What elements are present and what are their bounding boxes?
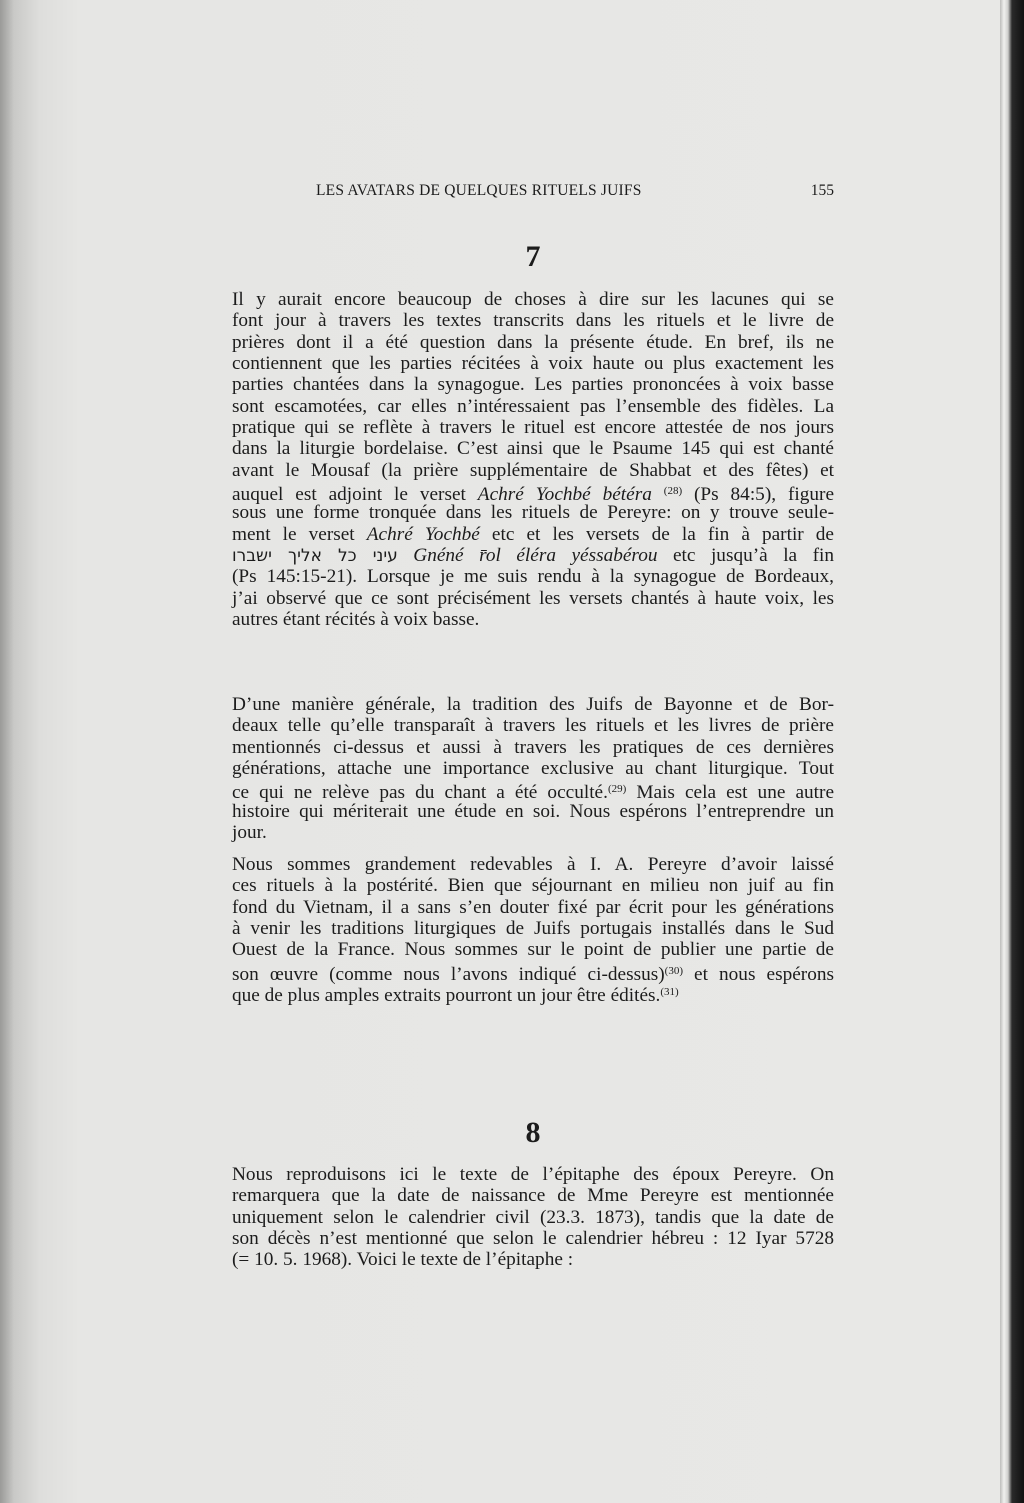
text-line bbox=[232, 1164, 834, 1185]
text-span: prières dont il a été question dans la présente étude. En bref, ils ne bbox=[232, 331, 834, 353]
text-line bbox=[232, 289, 834, 310]
text-line bbox=[232, 854, 834, 875]
text-span: Mais cela est une autre bbox=[626, 782, 834, 804]
text-line bbox=[232, 758, 834, 779]
paragraph bbox=[232, 854, 834, 1007]
running-title: LES AVATARS DE QUELQUES RITUELS JUIFS bbox=[316, 182, 642, 199]
text-line bbox=[232, 737, 834, 758]
text-span: Il y aurait encore beaucoup de choses à dire sur les lacunes qui se bbox=[232, 289, 834, 310]
paragraph bbox=[232, 289, 834, 631]
text-span: ce qui ne relève pas du chant a été occulté. bbox=[232, 782, 608, 804]
text-line bbox=[232, 1207, 834, 1228]
text-line bbox=[232, 374, 834, 395]
footnote-ref: (30) bbox=[664, 964, 683, 977]
text-line bbox=[232, 310, 834, 331]
text-line bbox=[232, 961, 834, 985]
text-span: etc et les versets de la fin à partir de bbox=[479, 523, 834, 545]
text-span: sous une forme tronquée dans les rituels de Pereyre: on y trouve seule- bbox=[232, 502, 834, 524]
text-span: font jour à travers les textes transcrits dans les rituels et le livre de bbox=[232, 310, 834, 332]
text-span: contiennent que les parties récitées à voix haute ou plus exactement les bbox=[232, 353, 834, 375]
text-line bbox=[232, 353, 834, 374]
text-line bbox=[232, 779, 834, 804]
text-span: D’une manière générale, la tradition des Juifs de Bayonne et de Bor- bbox=[232, 694, 834, 715]
text-line bbox=[232, 588, 834, 609]
text-span: ces rituels à la postérité. Bien que séjournant en milieu non juif au fin bbox=[232, 875, 834, 897]
text-line bbox=[232, 438, 834, 459]
text-line bbox=[232, 1228, 834, 1249]
text-span: (= 10. 5. 1968). Voici le texte de l’épitaphe : bbox=[232, 1249, 574, 1271]
text-line bbox=[232, 875, 834, 896]
text-line bbox=[232, 694, 834, 715]
footnote-ref: (29) bbox=[607, 783, 627, 796]
section-number-8: 8 bbox=[525, 1116, 541, 1149]
italic-text: Gnéné r̄ol éléra yéssabérou bbox=[413, 545, 658, 567]
text-span: son œuvre (comme nous l’avons indiqué ci-dessus) bbox=[232, 963, 665, 985]
text-span: Nous sommes grandement redevables à I. A. Pereyre d’avoir laissé bbox=[232, 854, 834, 875]
text-line bbox=[232, 545, 834, 566]
text-span: remarquera que la date de naissance de Mme Pereyre est mentionnée bbox=[232, 1185, 834, 1207]
hebrew-text: עיני כל אליך ישברו bbox=[232, 546, 398, 567]
text-line bbox=[232, 609, 834, 630]
text-span: etc jusqu’à la fin bbox=[657, 545, 835, 567]
text-span: autres étant récités à voix basse. bbox=[232, 609, 480, 631]
text-span: que de plus amples extraits pourront un jour être édités. bbox=[232, 985, 661, 1007]
text-line bbox=[232, 502, 834, 523]
page-number: 155 bbox=[810, 182, 834, 199]
italic-text: Achré Yochbé bbox=[366, 523, 480, 545]
text-line bbox=[232, 481, 834, 506]
text-line bbox=[232, 460, 834, 481]
text-line bbox=[232, 939, 834, 960]
text-span: Nous reproduisons ici le texte de l’épitaphe des époux Pereyre. On bbox=[232, 1164, 834, 1185]
text-line bbox=[232, 715, 834, 736]
text-span: dans la liturgie bordelaise. C’est ainsi que le Psaume 145 qui est chanté bbox=[232, 438, 834, 460]
text-line bbox=[232, 822, 834, 843]
text-line bbox=[232, 897, 834, 918]
paragraph bbox=[232, 694, 834, 843]
text-span: fond du Vietnam, il a sans s’en douter fixé par écrit pour les générations bbox=[232, 896, 834, 918]
text-span: j’ai observé que ce sont précisément les versets chantés à haute voix, les bbox=[232, 587, 834, 609]
text-span: son décès n’est mentionné que selon le calendrier hébreu : 12 Iyar 5728 bbox=[232, 1228, 834, 1250]
text-span: à venir les traditions liturgiques de Juifs portugais installés dans le Sud bbox=[232, 918, 834, 940]
text-line bbox=[232, 332, 834, 353]
text-line bbox=[232, 417, 834, 438]
footnote-ref: (31) bbox=[660, 986, 679, 999]
text-span: et nous espérons bbox=[682, 963, 834, 985]
text-span: deaux telle qu’elle transparaît à travers les rituels et les livres de prière bbox=[232, 715, 834, 737]
text-span: (Ps 145:15-21). Lorsque je me suis rendu à la synagogue de Bordeaux, bbox=[232, 566, 834, 588]
text-line bbox=[232, 566, 834, 587]
section-number-7: 7 bbox=[525, 240, 541, 273]
footnote-ref: (28) bbox=[663, 485, 683, 498]
text-span: pratique qui se reflète à travers le rituel est encore attestée de nos jours bbox=[232, 417, 834, 439]
text-span: uniquement selon le calendrier civil (23.3. 1873), tandis que la date de bbox=[232, 1206, 834, 1228]
text-span: avant le Mousaf (la prière supplémentaire de Shabbat et des fêtes) et bbox=[232, 459, 834, 481]
text-span: jour. bbox=[232, 822, 267, 844]
text-line bbox=[232, 1185, 834, 1206]
text-span: ment le verset bbox=[232, 523, 367, 545]
text-line bbox=[232, 1249, 834, 1270]
text-span: auquel est adjoint le verset bbox=[232, 484, 478, 506]
text-line bbox=[232, 918, 834, 939]
text-span: mentionnés ci-dessus et aussi à travers les pratiques de ces dernières bbox=[232, 736, 834, 758]
italic-text: Achré Yochbé bétéra bbox=[477, 484, 652, 506]
text-line bbox=[232, 982, 834, 1007]
text-line bbox=[232, 524, 834, 545]
text-span bbox=[398, 545, 414, 566]
running-header bbox=[232, 182, 834, 206]
text-span: sont escamotées, car elles n’intéressaient pas l’ensemble des fidèles. La bbox=[232, 395, 834, 417]
text-line bbox=[232, 801, 834, 822]
text-span: (Ps 84:5), figure bbox=[682, 484, 834, 506]
text-span: histoire qui mériterait une étude en soi. Nous espérons l’entreprendre un bbox=[232, 800, 834, 822]
text-span: parties chantées dans la synagogue. Les parties prononcées à voix basse bbox=[232, 374, 834, 396]
paragraph bbox=[232, 1164, 834, 1271]
page-edge bbox=[1000, 0, 1024, 1503]
text-span: Ouest de la France. Nous sommes sur le point de publier une partie de bbox=[232, 939, 834, 961]
text-span: générations, attache une importance exclusive au chant liturgique. Tout bbox=[232, 758, 834, 780]
text-line bbox=[232, 396, 834, 417]
